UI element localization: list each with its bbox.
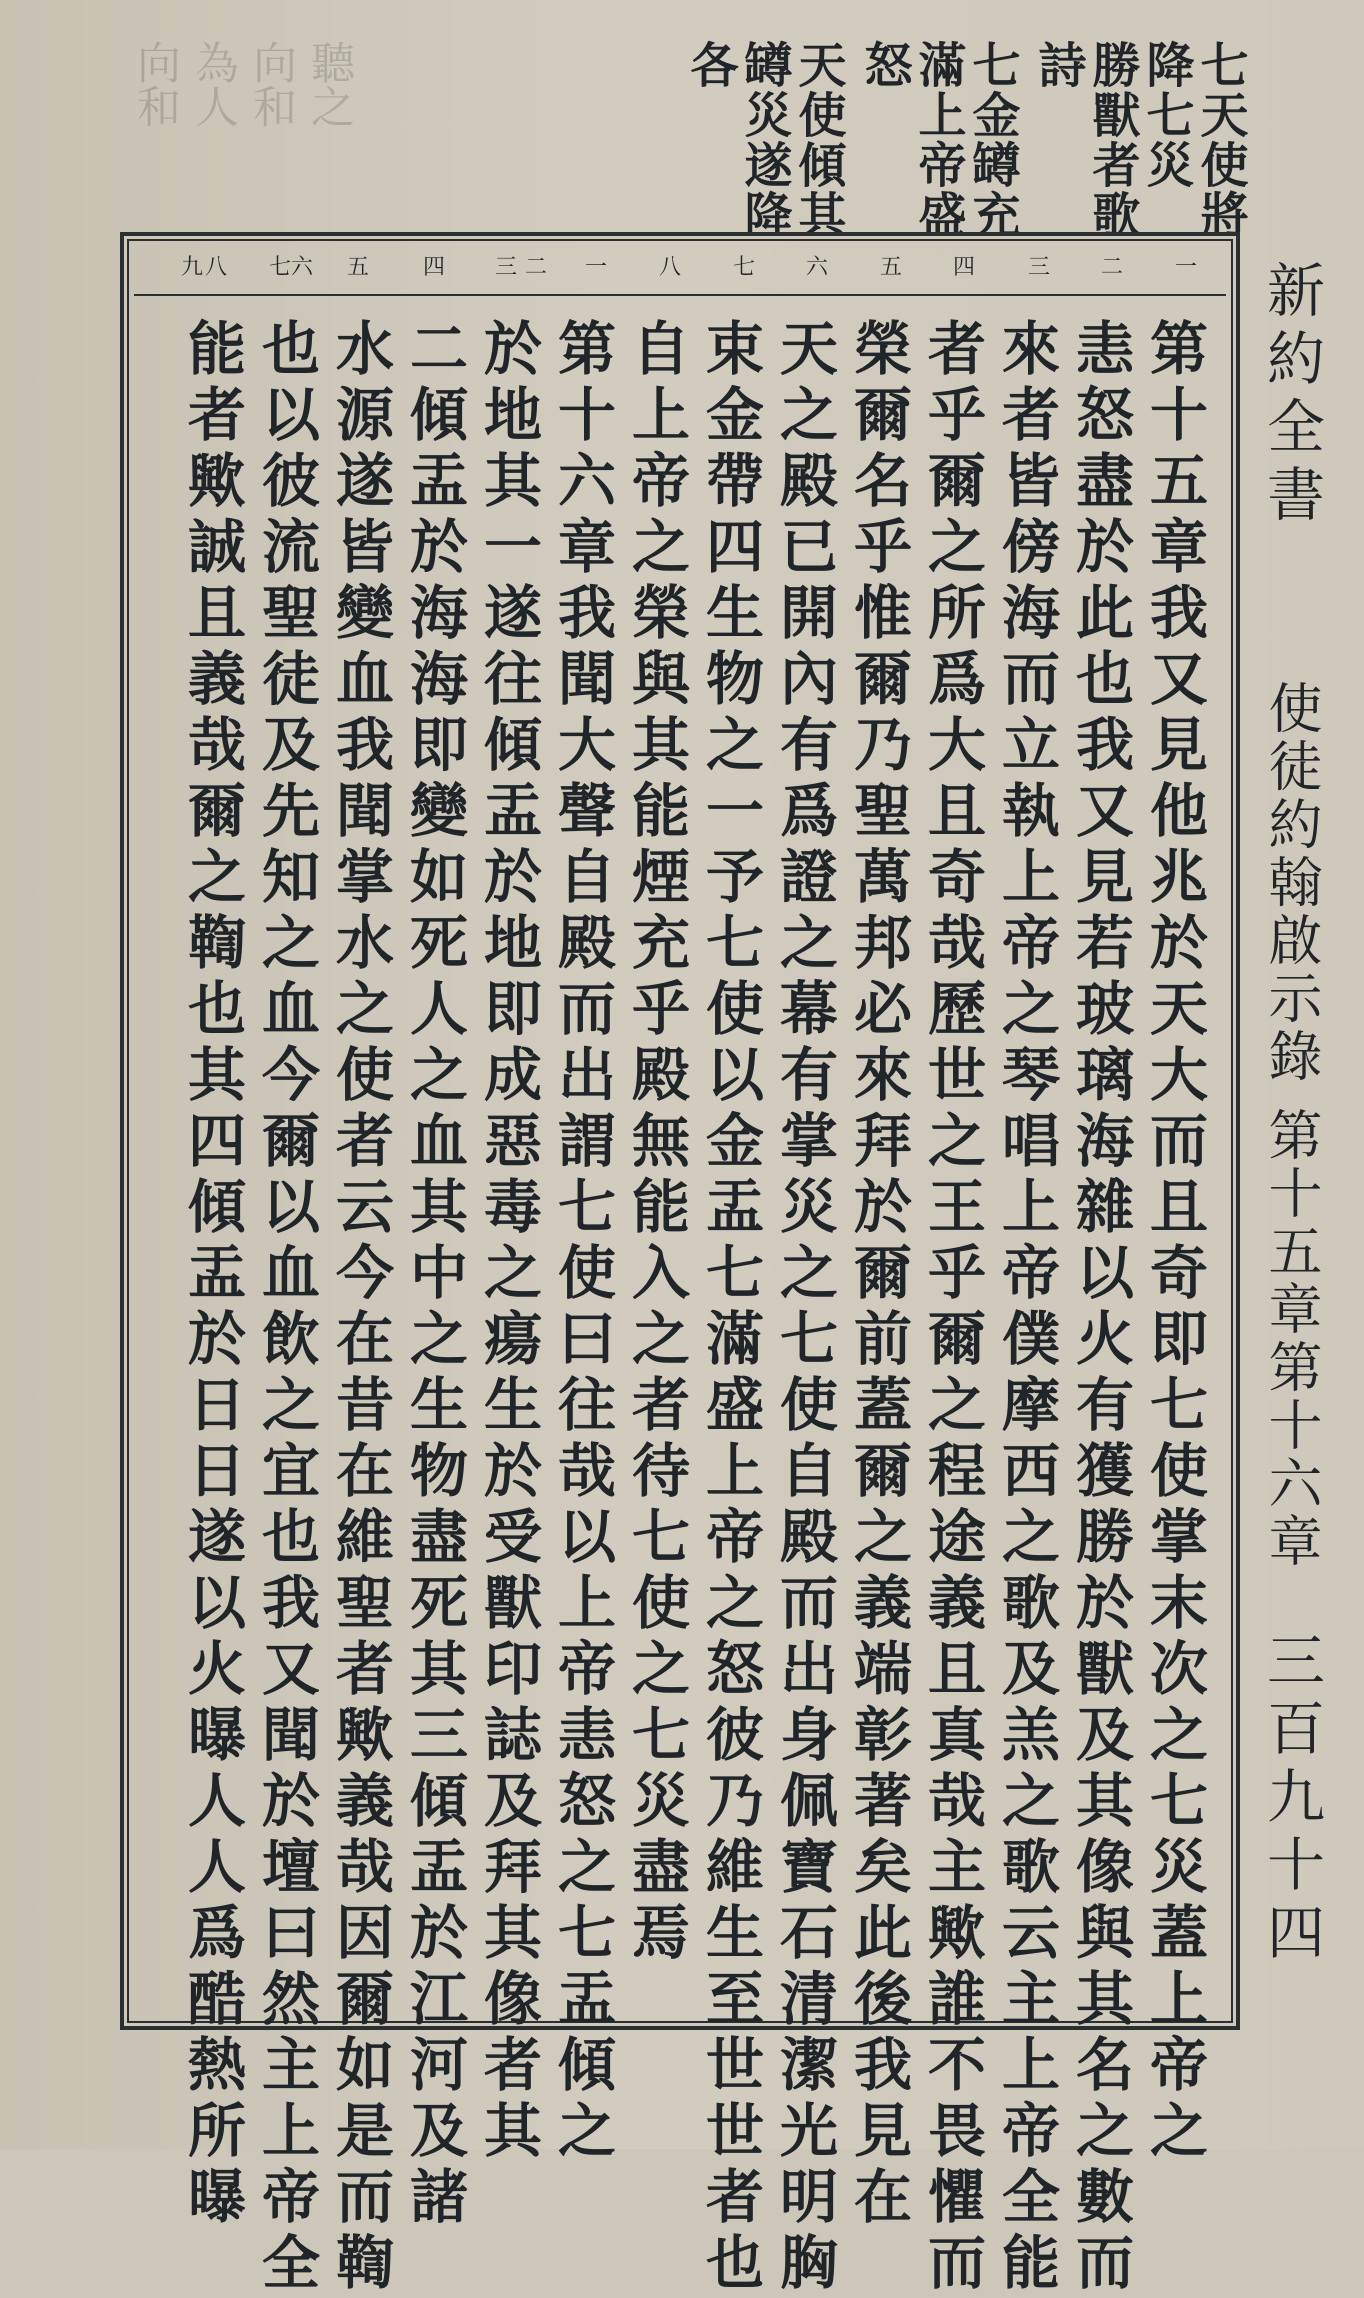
text-column: 於地其一遂往傾盂於地即成惡毒之瘍生於受獸印誌及拜其像者其 xyxy=(474,318,542,2166)
text-column: 第十五章我又見他兆於天大而且奇即七使掌末次之七災蓋上帝之 xyxy=(1140,318,1208,2166)
header-note-column: 詩 xyxy=(1030,40,1086,90)
text-column: 二傾盂於海海即變如死人之血其中之生物盡死其三傾盂於江河及諸 xyxy=(400,318,468,2232)
text-column: 恚怒盡於此也我又見若玻璃海雜以火有獲勝於獸及其像與其名之數而 xyxy=(1066,318,1134,2298)
verse-number: 四 xyxy=(422,255,446,280)
verse-number: 五 xyxy=(346,255,370,280)
text-column: 榮爾名乎惟爾乃聖萬邦必來拜於爾前蓋爾之義端彰著矣此後我見在 xyxy=(844,318,912,2232)
verse-number: 八 xyxy=(658,255,682,280)
text-column: 天之殿已開內有爲證之幕有掌災之七使自殿而出身佩寶石清潔光明胸 xyxy=(770,318,838,2298)
verse-number: 五 xyxy=(879,255,903,280)
verse-number: 八 xyxy=(204,255,228,280)
verse-number: 一 xyxy=(584,255,608,280)
page-number: 三百九十四 xyxy=(1257,1630,1325,1970)
verse-number: 四 xyxy=(952,255,976,280)
header-note-column: 罇災遂降 xyxy=(736,40,792,240)
text-column: 束金帶四生物之一予七使以金盂七滿盛上帝之怒彼乃維生至世世者也 xyxy=(696,318,764,2298)
text-column: 水源遂皆變血我聞掌水之使者云今在昔在維聖者歟義哉因爾如是而鞫 xyxy=(326,318,394,2298)
header-note-column: 七天使將 xyxy=(1192,40,1248,240)
verse-number: 九 xyxy=(180,255,204,280)
header-note-column: 降七災 xyxy=(1138,40,1194,190)
header-note-column: 怒 xyxy=(856,40,912,90)
header-note-group xyxy=(1032,40,1246,245)
header-note-column: 勝獸者歌 xyxy=(1084,40,1140,240)
verse-number: 一 xyxy=(1174,255,1198,280)
header-note-column: 各 xyxy=(682,40,738,90)
text-column: 能者歟誠且義哉爾之鞫也其四傾盂於日日遂以火曝人人爲酷熱所曝 xyxy=(178,318,246,2232)
book-title: 新約全書 xyxy=(1257,260,1325,532)
header-note-column: 滿上帝盛 xyxy=(910,40,966,240)
text-column: 來者皆傍海而立執上帝之琴唱上帝僕摩西之歌及羔之歌云主上帝全能 xyxy=(992,318,1060,2298)
header-notes xyxy=(684,40,1246,245)
chapter-title: 使徒約翰啟示錄 第十五章第十六章 xyxy=(1260,680,1323,1572)
header-note-column: 七金罇充 xyxy=(964,40,1020,240)
verse-number: 二 xyxy=(524,255,548,280)
verse-number: 七 xyxy=(732,255,756,280)
running-head xyxy=(1252,250,1332,2010)
verse-number: 三 xyxy=(1027,255,1051,280)
verse-number: 三 xyxy=(494,255,518,280)
verse-number: 二 xyxy=(1100,255,1124,280)
verse-number-row xyxy=(134,246,1226,296)
verse-number: 六 xyxy=(290,255,314,280)
text-column: 自上帝之榮與其能煙充乎殿無能入之者待七使之七災盡焉 xyxy=(622,318,690,1968)
verse-number: 六 xyxy=(805,255,829,280)
verse-number: 七 xyxy=(268,255,292,280)
text-frame xyxy=(120,232,1240,2298)
show-through-text: 聽之 向和 為人 向和 xyxy=(129,40,354,128)
header-note-group xyxy=(684,40,844,245)
text-column: 者乎爾之所爲大且奇哉歷世之王乎爾之程途義且真哉主歟誰不畏懼而 xyxy=(918,318,986,2298)
text-column: 第十六章我聞大聲自殿而出謂七使曰往哉以上帝恚怒之七盂傾之 xyxy=(548,318,616,2166)
text-column: 也以彼流聖徒及先知之血今爾以血飲之宜也我又聞於壇曰然主上帝全 xyxy=(252,318,320,2298)
header-note-group xyxy=(858,40,1018,245)
header-note-column: 天使傾其 xyxy=(790,40,846,240)
